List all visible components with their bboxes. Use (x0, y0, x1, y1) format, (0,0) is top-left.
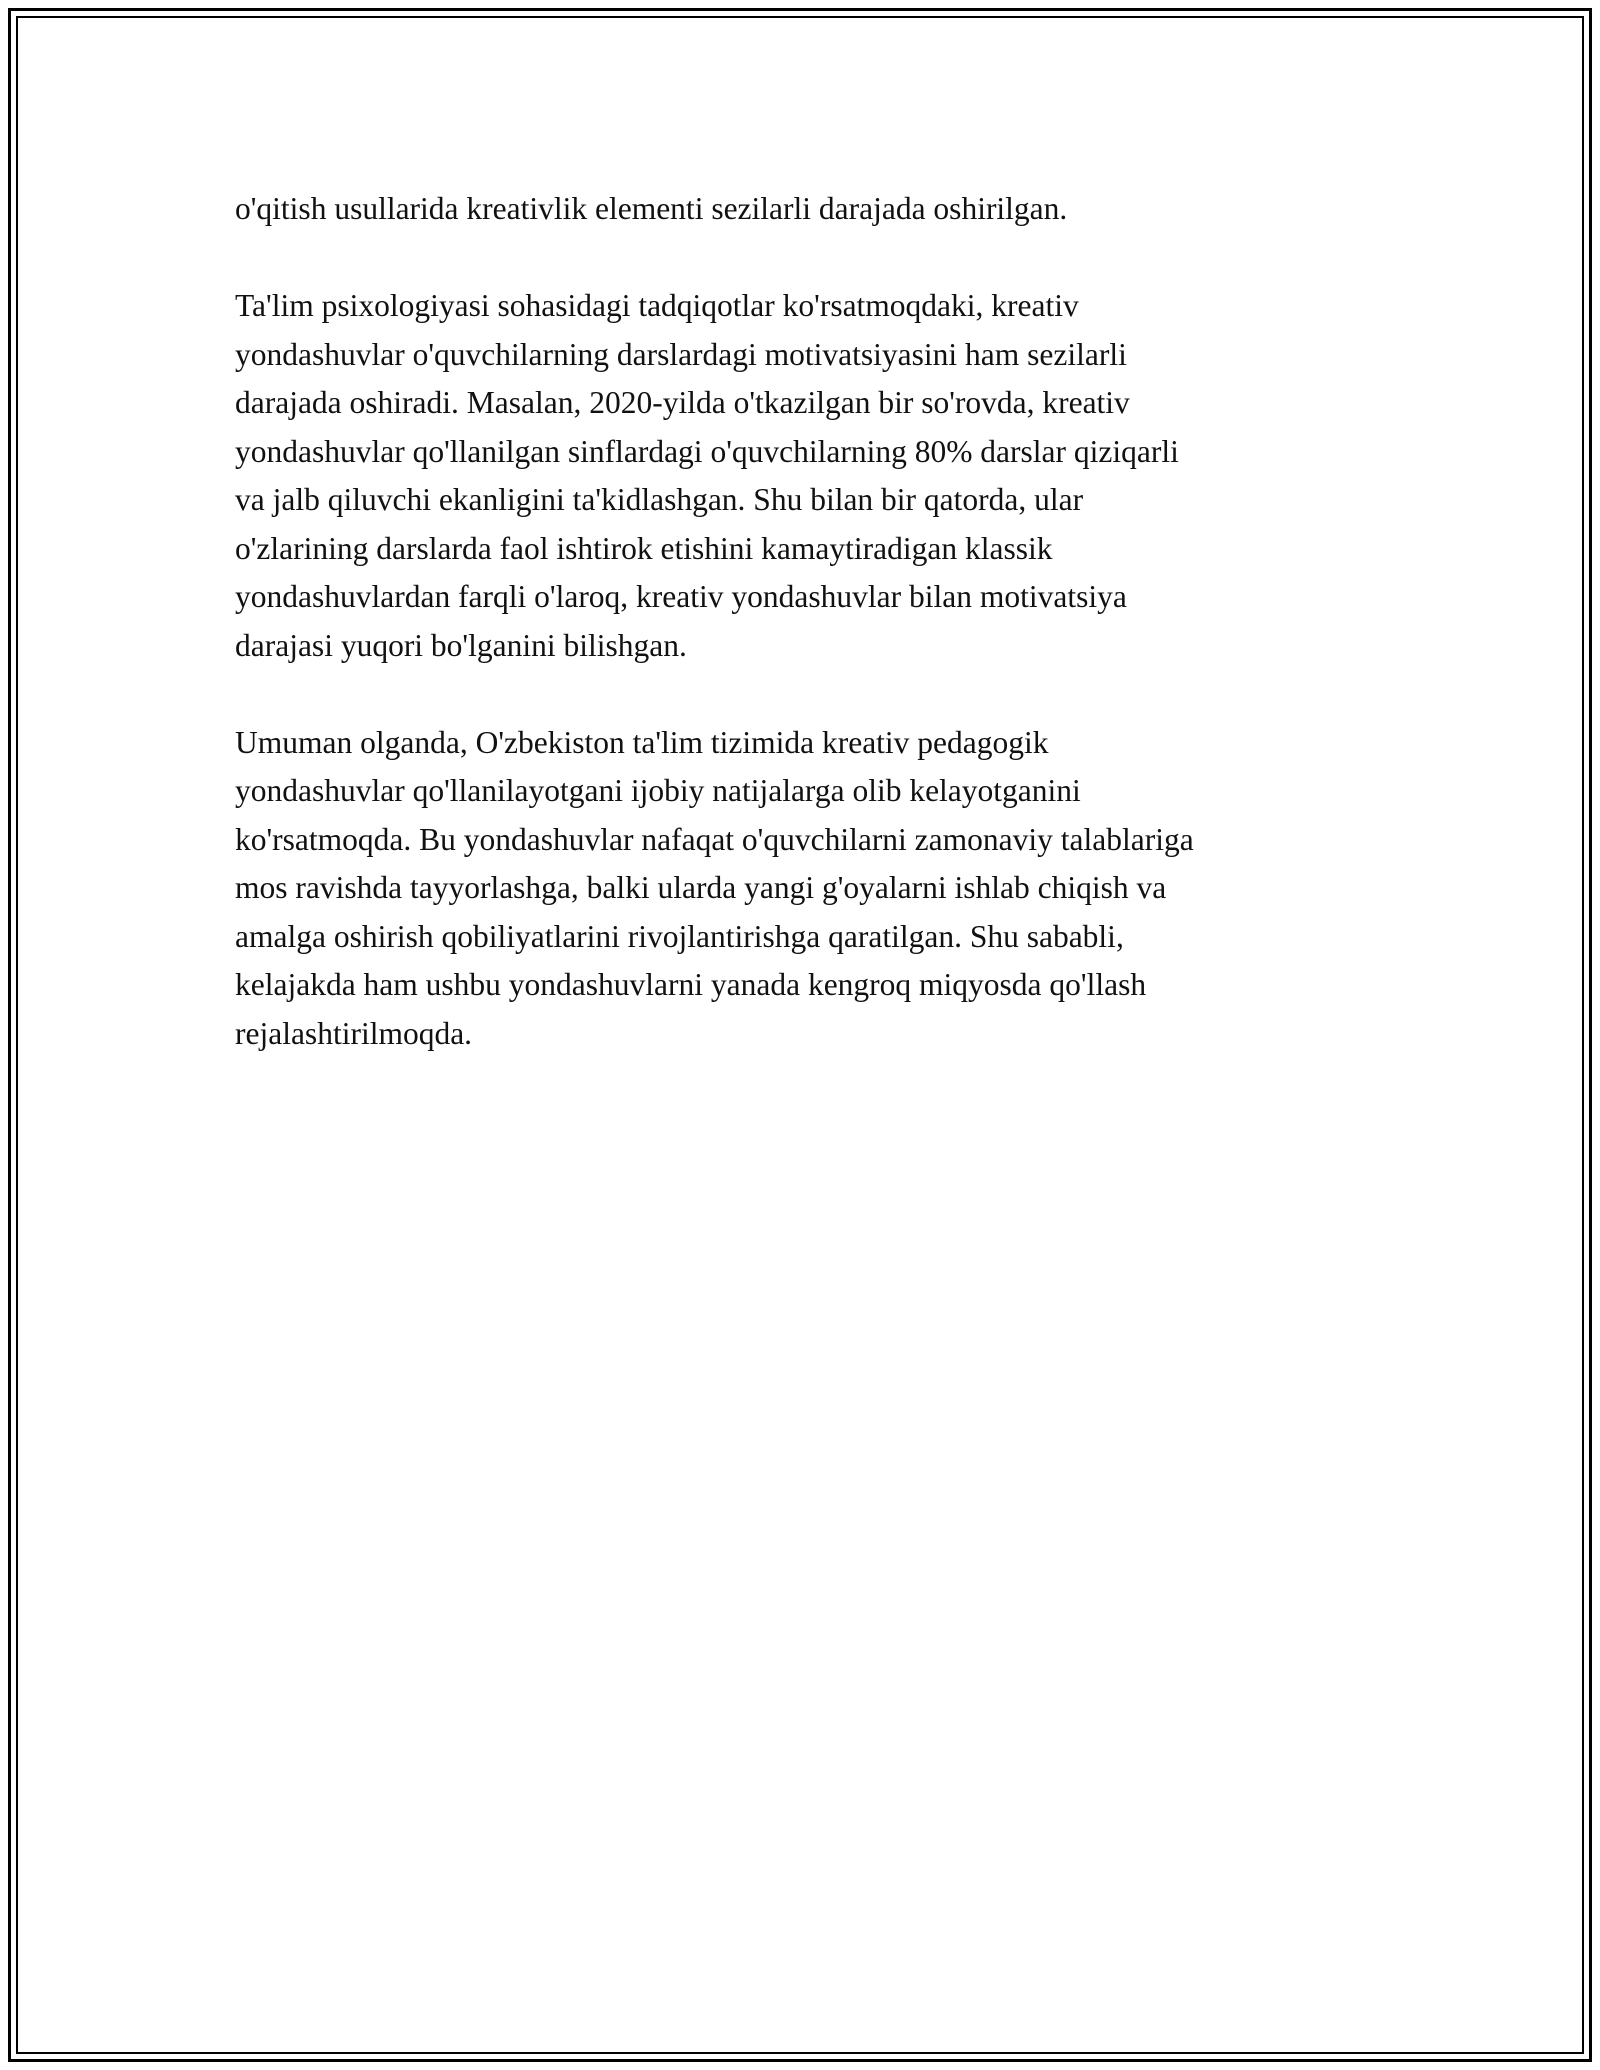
document-body (235, 185, 1370, 1107)
text-line: amalga oshirish qobiliyatlarini rivojlantirishga qaratilgan. Shu sababli, (235, 918, 1124, 954)
text-line: o'qitish usullarida kreativlik elementi sezilarli darajada oshirilgan. (235, 191, 1068, 226)
text-line: yondashuvlar qo'llanilayotgani ijobiy natijalarga olib kelayotganini (235, 773, 1081, 808)
text-line: yondashuvlar qo'llanilgan sinflardagi o'quvchilarning 80% darslar qiziqarli (235, 433, 1179, 469)
text-line: yondashuvlardan farqli o'laroq, kreativ yondashuvlar bilan motivatsiya (235, 579, 1127, 614)
paragraph-2 (235, 282, 1370, 670)
text-line: darajada oshiradi. Masalan, 2020-yilda o'tkazilgan bir so'rovda, kreativ (235, 385, 1130, 420)
text-line: Umuman olganda, O'zbekiston ta'lim tizimida kreativ pedagogik (235, 724, 1049, 760)
paragraph-3 (235, 719, 1370, 1059)
paragraph-1 (235, 185, 1370, 234)
text-line: va jalb qiluvchi ekanligini ta'kidlashgan. Shu bilan bir qatorda, ular (235, 482, 1084, 517)
text-line: Ta'lim psixologiyasi sohasidagi tadqiqotlar ko'rsatmoqdaki, kreativ (235, 288, 1079, 323)
text-line: mos ravishda tayyorlashga, balki ularda yangi g'oyalarni ishlab chiqish va (235, 870, 1167, 905)
text-line: rejalashtirilmoqda. (235, 1015, 473, 1051)
text-line: o'zlarining darslarda faol ishtirok etishini kamaytiradigan klassik (235, 530, 1053, 566)
text-line: ko'rsatmoqda. Bu yondashuvlar nafaqat o'quvchilarni zamonaviy talablariga (235, 821, 1194, 857)
text-line: darajasi yuqori bo'lganini bilishgan. (235, 627, 687, 663)
text-line: yondashuvlar o'quvchilarning darslardagi motivatsiyasini ham sezilarli (235, 336, 1127, 372)
text-line: kelajakda ham ushbu yondashuvlarni yanada kengroq miqyosda qo'llash (235, 967, 1147, 1002)
